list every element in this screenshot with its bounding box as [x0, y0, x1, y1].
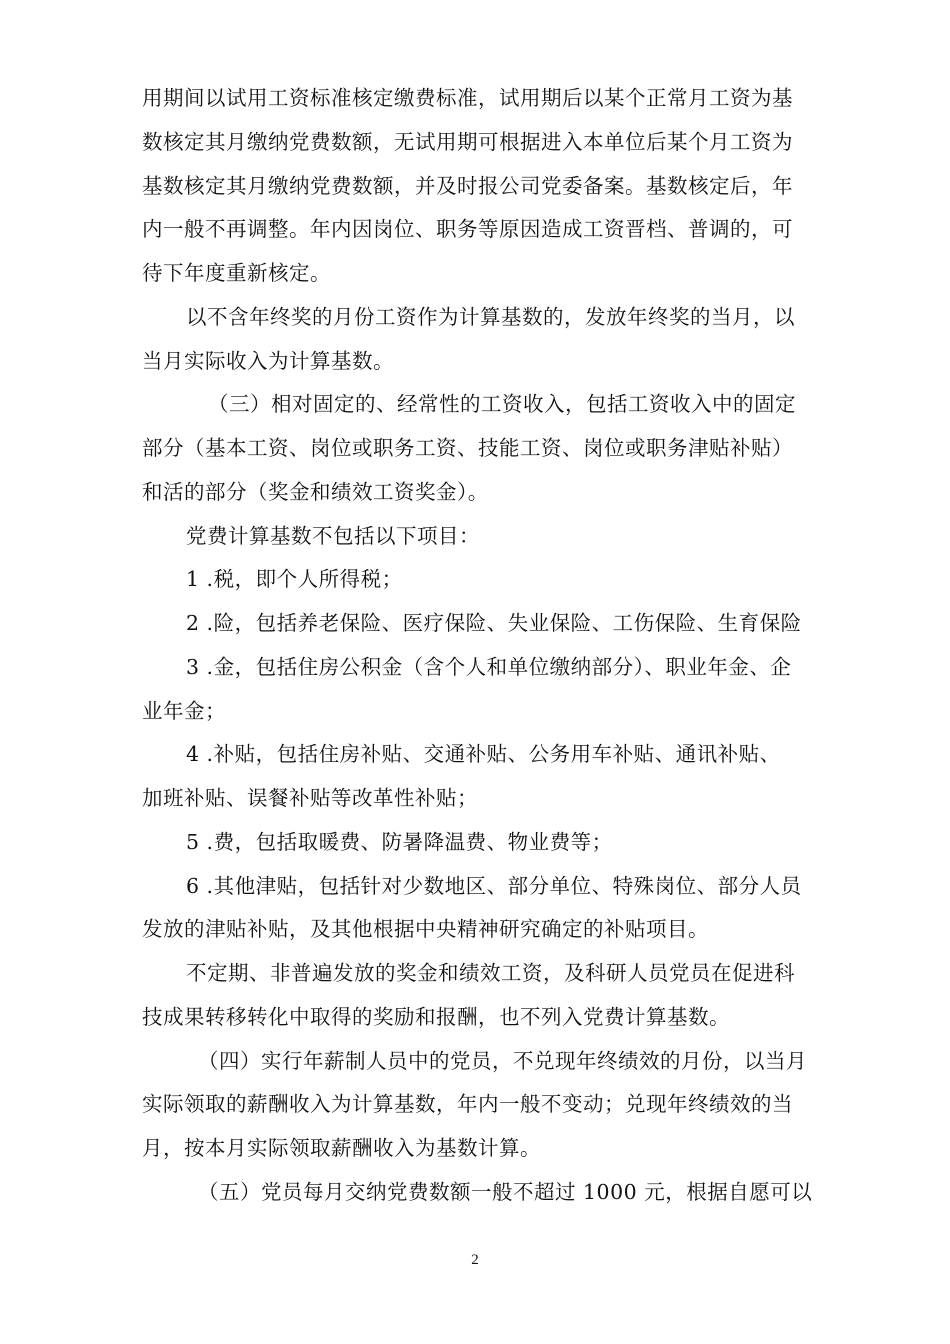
text-line: 内一般不再调整。年内因岗位、职务等原因造成工资晋档、普调的，可: [142, 217, 793, 241]
page-number: 2: [471, 1252, 479, 1268]
text-line: 党费计算基数不包括以下项目：: [186, 524, 480, 548]
text-line: 1 .税，即个人所得税；: [186, 567, 403, 591]
text-line: 月，按本月实际领取薪酬收入为基数计算。: [142, 1136, 541, 1160]
text-line: 不定期、非普遍发放的奖金和绩效工资，及科研人员党员在促进科: [186, 961, 795, 985]
text-line: 实际领取的薪酬收入为计算基数，年内一般不变动；兑现年终绩效的当: [142, 1092, 793, 1116]
text-line: （四）实行年薪制人员中的党员，不兑现年终绩效的月份，以当月: [198, 1049, 807, 1073]
text-line: 以不含年终奖的月份工资作为计算基数的，发放年终奖的当月，以: [186, 305, 795, 329]
text-line: 用期间以试用工资标准核定缴费标准，试用期后以某个正常月工资为基: [142, 86, 793, 110]
text-line: 5 .费，包括取暖费、防暑降温费、物业费等；: [186, 830, 613, 854]
text-line: 技成果转移转化中取得的奖励和报酬，也不列入党费计算基数。: [142, 1005, 730, 1029]
text-line: 和活的部分（奖金和绩效工资奖金）。: [142, 480, 489, 504]
text-line: 数核定其月缴纳党费数额，无试用期可根据进入本单位后某个月工资为: [142, 130, 793, 154]
text-line: 4 .补贴，包括住房补贴、交通补贴、公务用车补贴、通讯补贴、: [186, 742, 781, 766]
text-line: 加班补贴、误餐补贴等改革性补贴；: [142, 786, 478, 810]
text-line: 基数核定其月缴纳党费数额，并及时报公司党委备案。基数核定后，年: [142, 174, 793, 198]
text-line: 2 .险，包括养老保险、医疗保险、失业保险、工伤保险、生育保险: [186, 611, 802, 635]
text-line: 6 .其他津贴，包括针对少数地区、部分单位、特殊岗位、部分人员: [186, 874, 802, 898]
text-line: 发放的津贴补贴，及其他根据中央精神研究确定的补贴项目。: [142, 917, 709, 941]
text-line: （三）相对固定的、经常性的工资收入，包括工资收入中的固定: [208, 392, 796, 416]
text-line: 业年金；: [142, 699, 226, 723]
text-line: （五）党员每月交纳党费数额一般不超过 1000 元，根据自愿可以: [198, 1180, 813, 1204]
text-line: 待下年度重新核定。: [142, 261, 331, 285]
text-line: 3 .金，包括住房公积金（含个人和单位缴纳部分）、职业年金、企: [186, 655, 792, 679]
text-line: 部分（基本工资、岗位或职务工资、技能工资、岗位或职务津贴补贴）: [142, 436, 793, 460]
text-line: 当月实际收入为计算基数。: [142, 349, 394, 373]
